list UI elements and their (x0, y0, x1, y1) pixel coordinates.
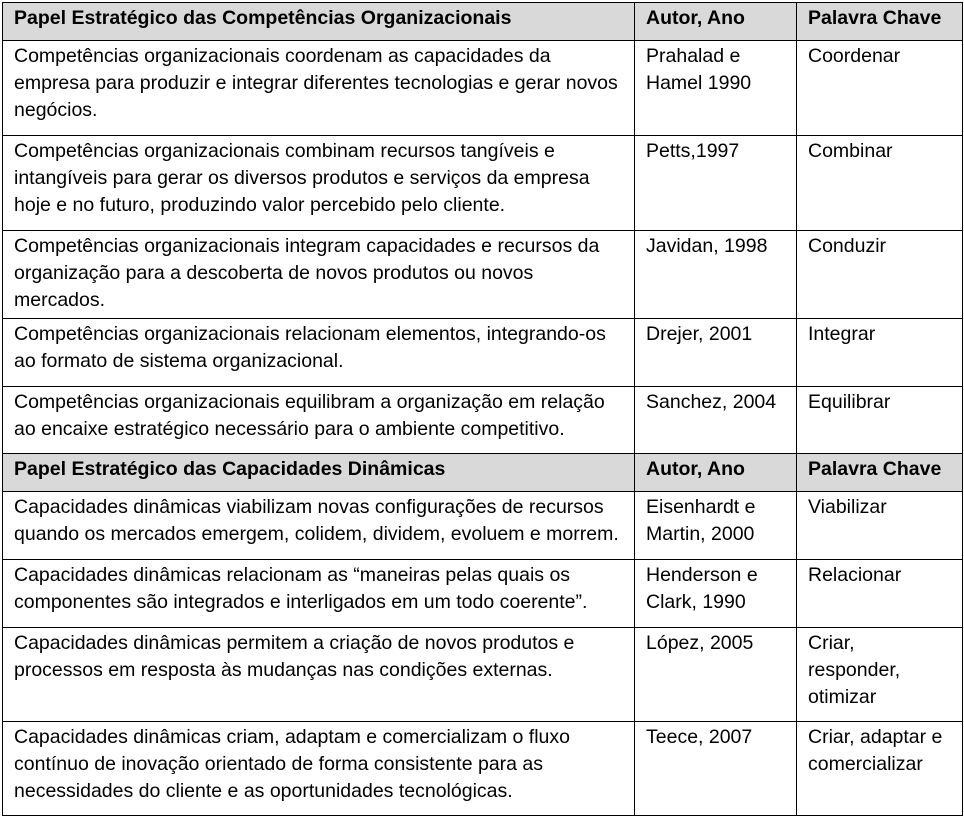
row-keyword: Criar, responder, otimizar (797, 628, 963, 722)
row-description: Capacidades dinâmicas criam, adaptam e comercializam o fluxo contínuo de inovação orientado de forma consistente para as necessidades do cliente e as oportunidades tecnológicas. (3, 722, 635, 816)
row-author: Henderson e Clark, 1990 (635, 560, 797, 628)
table-row (3, 722, 963, 816)
section-title: Papel Estratégico das Competências Organizacionais (3, 3, 635, 41)
row-author: Prahalad e Hamel 1990 (635, 41, 797, 136)
table-row (3, 492, 963, 560)
keyword-column-header: Palavra Chave (797, 454, 963, 492)
row-author: Sanchez, 2004 (635, 387, 797, 454)
row-description: Competências organizacionais coordenam as capacidades da empresa para produzir e integrar diferentes tecnologias e gerar novos negócios. (3, 41, 635, 136)
competencies-table (2, 2, 963, 816)
section-title: Papel Estratégico das Capacidades Dinâmicas (3, 454, 635, 492)
table-row (3, 387, 963, 454)
row-keyword: Coordenar (797, 41, 963, 136)
row-keyword: Relacionar (797, 560, 963, 628)
row-description: Competências organizacionais equilibram a organização em relação ao encaixe estratégico necessário para o ambiente competitivo. (3, 387, 635, 454)
row-description: Competências organizacionais relacionam elementos, integrando-os ao formato de sistema organizacional. (3, 319, 635, 387)
row-keyword: Conduzir (797, 231, 963, 319)
section-header-competencias (3, 3, 963, 41)
row-author: Teece, 2007 (635, 722, 797, 816)
row-description: Competências organizacionais integram capacidades e recursos da organização para a descoberta de novos produtos ou novos mercados. (3, 231, 635, 319)
row-keyword: Equilibrar (797, 387, 963, 454)
row-keyword: Combinar (797, 136, 963, 231)
row-author: López, 2005 (635, 628, 797, 722)
row-author: Petts,1997 (635, 136, 797, 231)
row-description: Capacidades dinâmicas permitem a criação de novos produtos e processos em resposta às mudanças nas condições externas. (3, 628, 635, 722)
row-description: Competências organizacionais combinam recursos tangíveis e intangíveis para gerar os diversos produtos e serviços da empresa hoje e no futuro, produzindo valor percebido pelo cliente. (3, 136, 635, 231)
section-header-capacidades (3, 454, 963, 492)
table-row (3, 628, 963, 722)
keyword-column-header: Palavra Chave (797, 3, 963, 41)
row-keyword: Viabilizar (797, 492, 963, 560)
row-author: Eisenhardt e Martin, 2000 (635, 492, 797, 560)
author-column-header: Autor, Ano (635, 3, 797, 41)
row-description: Capacidades dinâmicas viabilizam novas configurações de recursos quando os mercados emergem, colidem, dividem, evoluem e morrem. (3, 492, 635, 560)
table-row (3, 560, 963, 628)
row-keyword: Integrar (797, 319, 963, 387)
author-column-header: Autor, Ano (635, 454, 797, 492)
table-row (3, 136, 963, 231)
table-row (3, 319, 963, 387)
row-author: Javidan, 1998 (635, 231, 797, 319)
row-keyword: Criar, adaptar e comercializar (797, 722, 963, 816)
row-author: Drejer, 2001 (635, 319, 797, 387)
table-row (3, 231, 963, 319)
table-row (3, 41, 963, 136)
row-description: Capacidades dinâmicas relacionam as “maneiras pelas quais os componentes são integrados e interligados em um todo coerente”. (3, 560, 635, 628)
